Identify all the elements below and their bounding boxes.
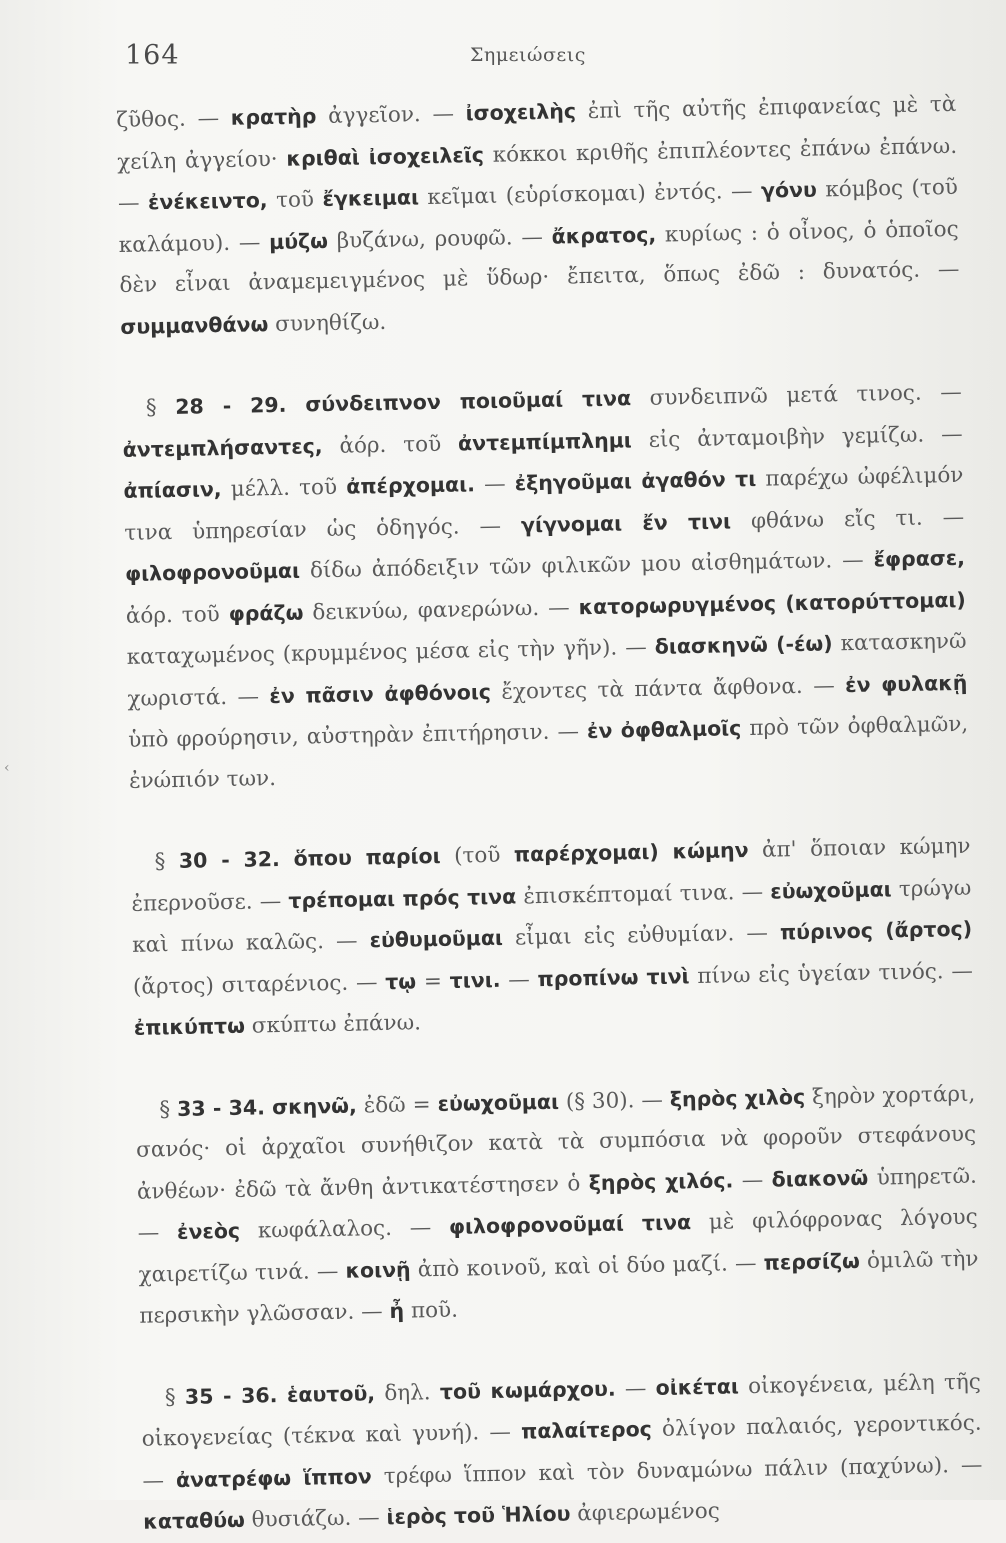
gloss-text: κυρίως : ὁ οἶνος, ὁ ὁποῖος δὲν εἶναι ἀναμεμειγμένος μὲ ὕδωρ· ἔπειτα, ὅπως ἐδῶ : δυνατός. — [119,216,960,298]
headword: ἔγκειμαι [322,185,420,212]
gloss-text: ἀπ' ὅποιαν κώμην ἐπερνοῦσε. — [131,833,971,917]
headword: πύρινος (ἄρτος) [779,916,973,945]
headword: γίγνομαι ἔν τινι [520,508,732,537]
gloss-text: εἰς ἀνταμοιβὴν γεμίζω. — [631,421,963,453]
headword: ἀντεμπίμπλημι [457,427,633,455]
gloss-text: συνδειπνῶ μετά τινος. — [630,379,963,412]
headword: ἄκρατος, [551,222,657,249]
gloss-text: δίδω ἀπόδειξιν τῶν φιλικῶν μου αἰσθημάτων. — [299,547,874,584]
headword: φιλοφρονοῦμαι [124,558,301,586]
headword: κρατὴρ [230,104,317,130]
headword: προπίνω τινὶ [537,963,690,991]
gloss-text: σκύπτω ἐπάνω. [244,1010,422,1039]
gloss-text: ὑπὸ φρούρησιν, αὐστηρὰν ἐπιτήρησιν. — [128,719,588,753]
gloss-text: τρώγω καὶ πίνω καλῶς. — [131,875,972,958]
gloss-text: ὑπηρετῶ. — [137,1163,978,1246]
gloss-text: § [159,1096,178,1122]
headword: παρέρχομαι) κώμην [513,837,749,867]
headword: τοῦ κωμάρχου. [439,1376,616,1404]
paragraph-continuation [116,84,961,348]
headword: τρέπομαι πρός τινα [288,883,517,913]
gloss-text: § [164,1384,186,1410]
headword: ἀπίασιν, [123,477,222,503]
gloss-text: (ἄρτος) σιταρένιος. — [132,969,386,1000]
headword: ἐνεὸς [176,1218,241,1245]
headword: ἐξηγοῦμαι ἀγαθόν τι [514,466,757,496]
gloss-text: κατασκηνῶ χωριστά. — [127,628,967,712]
gloss-text: ζῦθος. — [116,105,232,133]
gloss-text: — [733,1167,772,1193]
headword: ἱερὸς τοῦ Ἡλίου [386,1501,571,1530]
gloss-text: ξηρὸν χορτάρι, σανός· οἱ ἀρχαῖοι συνήθιζον κατὰ τὰ συμπόσια νὰ φοροῦν στεφάνους ἀνθέων· ἐδῶ τὰ ἄνθη ἀντικατέστησεν ὁ [135,1081,977,1205]
headword: εὐωχοῦμαι [770,876,892,904]
gloss-text: οἰκογένεια, μέλη τῆς οἰκογενείας (τέκνα καὶ γυνή). — [141,1369,981,1452]
headword: ἔφρασε, [873,545,966,572]
gloss-text: τρέφω ἵππον καὶ τὸν δυναμώνω πάλιν (παχύνω). — [371,1452,983,1489]
headword: ἀντεμπλήσαντες, [122,433,323,462]
headword: 35 - 36. ἑαυτοῦ, [184,1380,376,1409]
headword: ξηρὸς χιλὸς [669,1084,806,1112]
gloss-text: ἐπισκέπτομαί τινα. — [515,879,771,909]
headword: καταθύω [143,1507,246,1534]
headword: ἐν φυλακῇ [844,670,968,697]
headword: οἰκέται [655,1373,740,1400]
gloss-text: συνηθίζω. [268,309,387,337]
headword: ἐν ὀφθαλμοῖς [586,716,742,744]
notes-body [116,84,984,1543]
paragraph-section-35-36 [141,1361,984,1543]
gloss-text: § [154,848,180,875]
gloss-text: — [500,966,538,993]
gloss-text: κωφάλαλος. — [239,1214,450,1244]
gloss-text: τοῦ [267,187,323,214]
gloss-text: δηλ. [374,1379,441,1406]
gloss-text: = [415,968,450,994]
headword: ἐπικύπτω [133,1013,246,1040]
gloss-text: ἀπὸ κοινοῦ, καὶ οἱ δύο μαζί. — [410,1250,764,1283]
page-header [125,40,955,80]
headword: εὐθυμοῦμαι [369,925,504,953]
running-title: Σημειώσεις [470,44,586,66]
gloss-text: ποῦ. [403,1297,459,1324]
headword: περσίζω [763,1248,861,1275]
gloss-text: ἀόρ. τοῦ [125,601,229,629]
gloss-text: κόκκοι κριθῆς ἐπιπλέοντες ἐπάνω ἐπάνω. — [117,133,958,216]
margin-mark: ‹ [4,760,10,776]
gloss-text: ἔχοντες τὰ πάντα ἄφθονα. — [490,672,846,705]
gloss-text: πρὸ τῶν ὀφθαλμῶν, ἐνώπιόν των. [128,711,969,794]
headword: ἰσοχειλὴς [465,99,577,126]
headword: ἀπέρχομαι. [346,472,476,499]
headword: διασκηνῶ (-έω) [654,631,833,659]
gloss-text: θυσιάζω. — [244,1505,387,1533]
headword: ἦ [389,1298,405,1323]
headword: 33 - 34. σκηνῶ, [176,1093,357,1121]
gloss-text: (τοῦ [440,842,515,869]
headword: ἀνατρέφω ἵππον [175,1463,372,1492]
gloss-text: καταχωμένος (κρυμμένος μέσα εἰς τὴν γῆν). — [126,634,655,670]
gloss-text: § [145,394,176,421]
headword: φράζω [228,599,304,626]
gloss-text: πίνω εἰς ὑγείαν τινός. — [689,958,974,989]
gloss-text: παρέχω ὠφέλιμόν τινα ὑπηρεσίαν ὡς ὁδηγός. — [124,462,964,546]
headword: φιλοφρονοῦμαί τινα [448,1210,692,1239]
gloss-text: φθάνω εἴς τι. — [730,504,965,534]
headword: μύζω [268,228,329,254]
headword: 30 - 32. ὅπου παρίοι [178,843,441,873]
gloss-text: ὁμιλῶ τὴν περσικὴν γλῶσσαν. — [139,1246,979,1329]
paragraph-section-30-32 [130,826,974,1050]
gloss-text: ἀφιερωμένος [570,1498,720,1527]
headword: παλαίτερος [520,1416,653,1444]
gloss-text: βυζάνω, ρουφῶ. — [327,224,552,254]
headword: συμμανθάνω [120,311,269,339]
headword: τινι. [449,967,501,993]
gloss-text: εἶμαι εἰς εὐθυμίαν. — [502,920,781,951]
gloss-text: ἐπὶ τῆς αὐτῆς ἐπιφανείας μὲ τὰ χείλη ἀγγείου· [116,91,957,175]
gloss-text: δεικνύω, φανερώνω. — [303,594,579,625]
paragraph-section-28-29 [122,372,970,802]
headword: ἐνέκειντο, [147,188,268,215]
headword: γόνυ [760,177,818,203]
headword: κοινῇ [345,1257,411,1283]
gloss-text: μέλλ. τοῦ [221,474,347,503]
gloss-text: ἐδῶ = [356,1091,438,1119]
headword: κριθαὶ ἰσοχειλεῖς [286,142,485,171]
headword: κατορωρυγμένος (κατορύττομαι) [578,587,966,619]
headword: διακονῶ [771,1165,869,1192]
headword: ξηρὸς χιλός. [588,1167,734,1195]
gloss-text: κεῖμαι (εὑρίσκομαι) ἐντός. — [418,178,762,211]
gloss-text: — [474,471,516,498]
gloss-text: μὲ φιλόφρονας λόγους χαιρετίζω τινά. — [138,1204,978,1288]
headword: ἐν πᾶσιν ἀφθόνοις [269,679,492,708]
gloss-text: ἀόρ. τοῦ [322,430,459,459]
paragraph-section-33-34 [135,1073,980,1337]
gloss-text: κόμβος (τοῦ καλάμου). — [118,174,959,258]
gloss-text: (§ 30). — [558,1087,671,1115]
headword: εὐωχοῦμαι [437,1089,560,1116]
page-number: 164 [125,40,180,71]
gloss-text: ὀλίγον παλαιός, γεροντικός. — [142,1410,982,1494]
headword: τῳ [384,968,417,994]
gloss-text: ἀγγεῖον. — [316,101,466,130]
gloss-text: — [615,1375,656,1402]
headword: 28 - 29. σύνδειπνον ποιοῦμαί τινα [175,386,632,419]
